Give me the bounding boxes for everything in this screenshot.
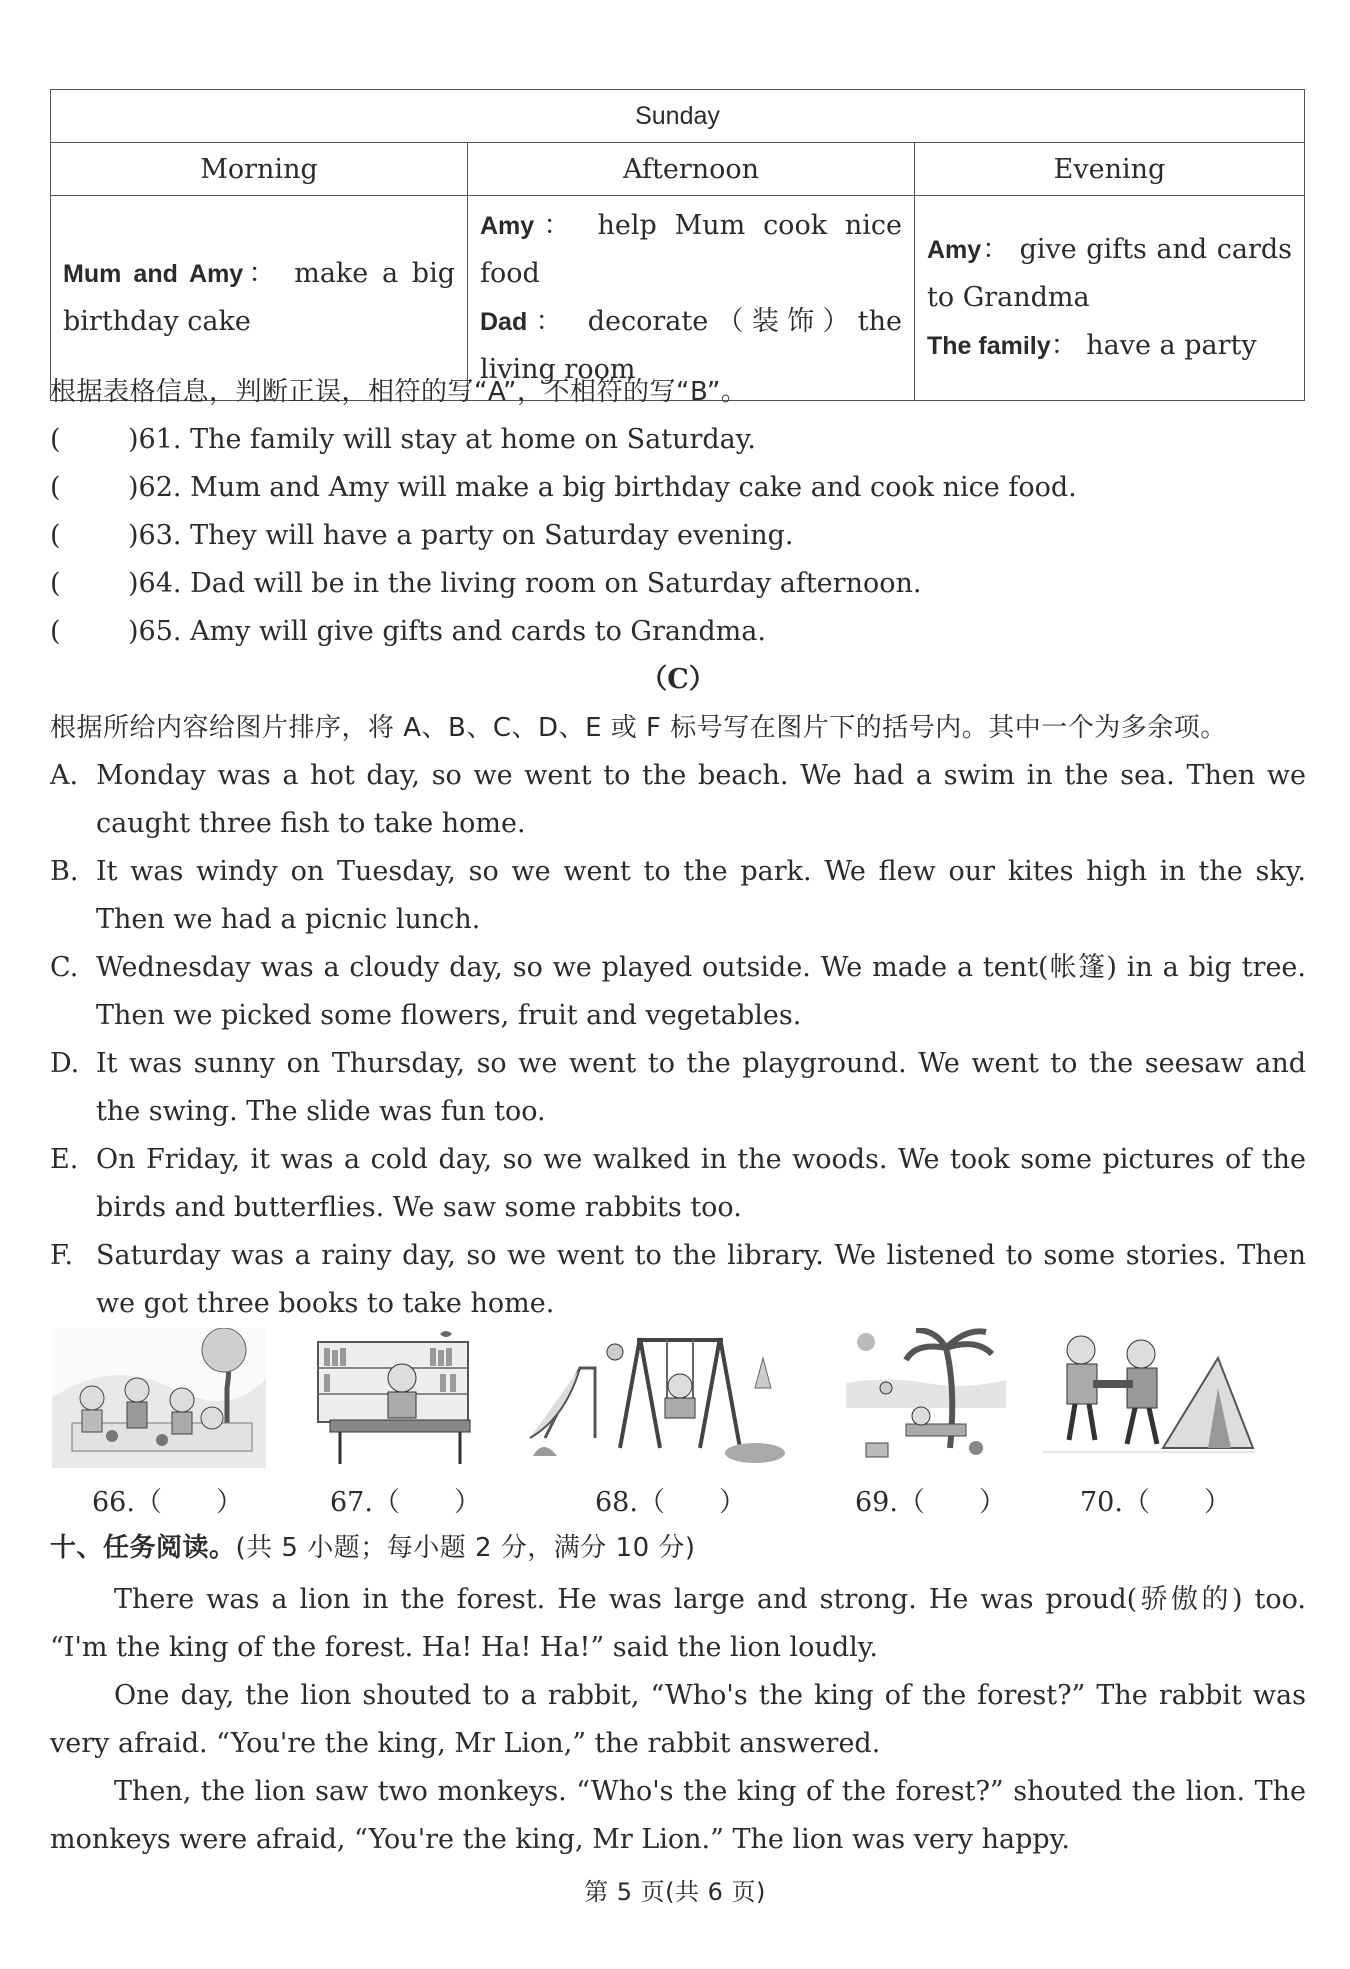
person-label: Amy [927,236,982,264]
story-paragraph-1: There was a lion in the forest. He was large and strong. He was proud(骄傲的) too. “I'm the king of the forest. Ha! Ha! Ha!” said the lion loudly. [50,1584,1306,1663]
activity-text: help Mum cook nice food [480,210,903,289]
instruction-c: 根据所给内容给图片排序，将 A、B、C、D、E 或 F 标号写在图片下的括号内。其中一个为多余项。 [50,713,1227,743]
instruction-b: 根据表格信息，判断正误，相符的写“A”，不相符的写“B”。 [50,377,748,407]
question-63: ( )63. They will have a party on Saturday evening. [50,520,794,551]
person-label: Dad [480,308,528,336]
story-paragraph-3: Then, the lion saw two monkeys. “Who's the king of the forest?” shouted the lion. The monkeys were afraid, “You're the king, Mr Lion.” The lion was very happy. [50,1776,1306,1855]
person-label: The family [927,332,1051,360]
tent-scene-icon [1043,1328,1255,1468]
cell-evening: Amy： give gifts and cards to Grandma The family： have a party [915,196,1305,401]
question-61: ( )61. The family will stay at home on Saturday. [50,424,757,455]
caption-70: 70.（ ） [1080,1487,1231,1518]
table-day-header: Sunday [51,90,1305,143]
header-morning: Morning [51,143,468,196]
section-10-title: 十、任务阅读。 [50,1533,236,1563]
option-d: D. It was sunny on Thursday, so we went to the playground. We went to the seesaw and the swing. The slide was fun too. [50,1048,1306,1127]
playground-scene-icon [525,1328,800,1468]
question-64: ( )64. Dad will be in the living room on Saturday afternoon. [50,568,922,599]
header-afternoon: Afternoon [468,143,915,196]
cell-morning: Mum and Amy： make a big birthday cake [51,196,468,401]
option-e: E. On Friday, it was a cold day, so we walked in the woods. We took some pictures of the birds and butterflies. We saw some rabbits too. [50,1144,1306,1223]
caption-67: 67.（ ） [330,1487,481,1518]
option-f: F. Saturday was a rainy day, so we went to the library. We listened to some stories. Then we got three books to take home. [50,1240,1306,1319]
pictures-row [50,1328,1306,1478]
question-65: ( )65. Amy will give gifts and cards to Grandma. [50,616,766,647]
person-label: Amy [480,212,535,240]
section-c-title: （C） [640,664,716,695]
option-a: A. Monday was a hot day, so we went to the beach. We had a swim in the sea. Then we caught three fish to take home. [50,760,1306,839]
person-label: Mum and Amy [63,260,244,288]
section-10-heading [50,1528,1306,1568]
sunday-schedule-table [50,89,1305,401]
activity-text: have a party [1086,330,1257,361]
section-10-score: (共 5 小题；每小题 2 分，满分 10 分) [235,1533,696,1563]
option-c: C. Wednesday was a cloudy day, so we played outside. We made a tent(帐篷) in a big tree. Then we picked some flowers, fruit and vegetables. [50,952,1306,1031]
library-scene-icon [310,1328,480,1468]
caption-66: 66.（ ） [92,1487,243,1518]
option-b: B. It was windy on Tuesday, so we went to the park. We flew our kites high in the sky. Then we had a picnic lunch. [50,856,1306,935]
caption-68: 68.（ ） [595,1487,746,1518]
header-evening: Evening [915,143,1305,196]
activity-text: make a big birthday cake [63,258,455,337]
picnic-scene-icon [52,1328,266,1468]
beach-scene-icon [846,1328,1006,1468]
question-62: ( )62. Mum and Amy will make a big birthday cake and cook nice food. [50,472,1077,503]
page-footer: 第 5 页(共 6 页) [584,1878,766,1906]
caption-69: 69.（ ） [855,1487,1006,1518]
story-paragraph-2: One day, the lion shouted to a rabbit, “Who's the king of the forest?” The rabbit was very afraid. “You're the king, Mr Lion,” the rabbit answered. [50,1680,1306,1759]
cell-afternoon: Amy： help Mum cook nice food Dad： decorate（装饰）the living room [468,196,915,401]
activity-text: give gifts and cards to Grandma [927,234,1292,313]
activity-text: decorate（装饰）the living room [480,306,902,385]
